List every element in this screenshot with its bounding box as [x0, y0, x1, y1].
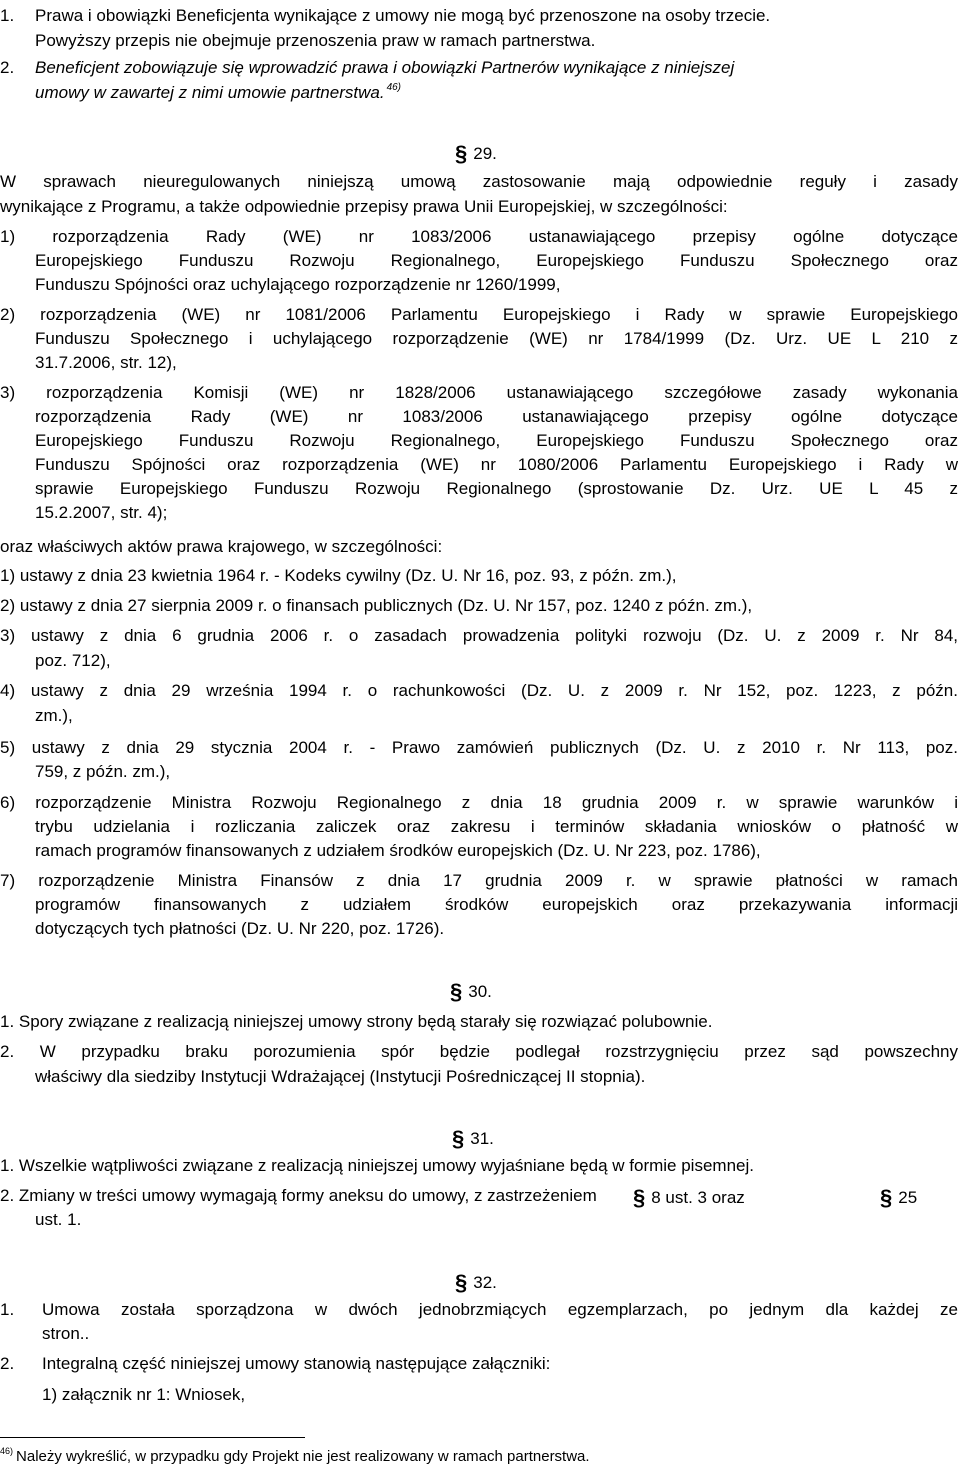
- section-reference: [880, 1185, 917, 1209]
- item-number: 2.: [0, 58, 15, 77]
- list-item: ramach programów finansowanych z udziałem środków europejskich (Dz. U. Nr 223, poz. 1786),: [35, 841, 761, 860]
- list-item: 7) rozporządzenie Ministra Finansów z dnia 17 grudnia 2009 r. w sprawie płatności w ramach: [0, 871, 958, 890]
- list-item: 2) ustawy z dnia 27 sierpnia 2009 r. o finansach publicznych (Dz. U. Nr 157, poz. 1240 z późn. zm.),: [0, 596, 753, 615]
- list-item: 31.7.2006, str. 12),: [35, 353, 177, 372]
- list-item: 2. W przypadku braku porozumienia spór będzie podlegał rozstrzygnięciu przez sąd powszechny: [0, 1042, 958, 1061]
- list-item: 5) ustawy z dnia 29 stycznia 2004 r. - Prawo zamówień publicznych (Dz. U. z 2010 r. Nr 113, poz.: [0, 738, 958, 757]
- list-item: 6) rozporządzenie Ministra Rozwoju Regionalnego z dnia 18 grudnia 2009 r. w sprawie warunków i: [0, 793, 958, 812]
- footnote-divider: [0, 1437, 305, 1438]
- section-symbol-icon: §: [633, 1185, 646, 1210]
- list-item: sprawie Europejskiego Funduszu Rozwoju Regionalnego (sprostowanie Dz. Urz. UE L 45 z: [35, 479, 958, 498]
- list-item: 759, z późn. zm.),: [35, 762, 171, 781]
- item-text: Prawa i obowiązki Beneficjenta wynikające z umowy nie mogą być przenoszone na osoby trzecie.: [35, 6, 771, 25]
- section-number: 29.: [473, 144, 497, 163]
- section-heading: [450, 979, 492, 1003]
- reference-text: 25: [898, 1188, 918, 1207]
- list-item: 1) rozporządzenia Rady (WE) nr 1083/2006 ustanawiającego przepisy ogólne dotyczące: [0, 227, 958, 246]
- list-item: 1. Spory związane z realizacją niniejszej umowy strony będą starały się rozwiązać polubownie.: [0, 1012, 713, 1031]
- item-number: 1.: [0, 6, 15, 25]
- footnote-mark: 46): [0, 1446, 14, 1456]
- list-item: [0, 1185, 597, 1207]
- footnote-ref: 46): [386, 82, 402, 93]
- item-text: [35, 82, 401, 107]
- section-symbol-icon: §: [450, 979, 463, 1004]
- footnote-text: Należy wykreślić, w przypadku gdy Projekt nie jest realizowany w ramach partnerstwa.: [16, 1448, 590, 1465]
- reference-text: 8 ust. 3 oraz: [651, 1188, 745, 1207]
- list-item: 15.2.2007, str. 4);: [35, 503, 168, 522]
- list-item: Europejskiego Funduszu Rozwoju Regionalnego, Europejskiego Funduszu Społecznego oraz: [35, 251, 958, 270]
- section-heading: [455, 141, 497, 165]
- list-item: Umowa została sporządzona w dwóch jednobrzmiących egzemplarzach, po jednym dla każdej ze: [42, 1300, 958, 1319]
- section-number: 31.: [470, 1129, 494, 1148]
- list-item: właściwy dla siedziby Instytucji Wdrażającej (Instytucji Pośredniczącej II stopnia).: [35, 1067, 646, 1086]
- section-number: 30.: [468, 982, 492, 1001]
- list-item: Europejskiego Funduszu Rozwoju Regionalnego, Europejskiego Funduszu Społecznego oraz: [35, 431, 958, 450]
- item-text-part: umowy w zawartej z nimi umowie partnerstwa.: [35, 83, 385, 102]
- list-item: zm.),: [35, 706, 73, 725]
- item-text: Beneficjent zobowiązuje się wprowadzić prawa i obowiązki Partnerów wynikające z niniejszej: [35, 58, 735, 77]
- item-number: 1.: [0, 1300, 15, 1319]
- paragraph-line: oraz właściwych aktów prawa krajowego, w szczególności:: [0, 537, 443, 556]
- section-heading: [452, 1126, 494, 1150]
- list-item: trybu udzielania i rozliczania zaliczek oraz zakresu i terminów składania wniosków o płatność w: [35, 817, 958, 836]
- paragraph-line: wynikające z Programu, a także odpowiednie przepisy prawa Unii Europejskiej, w szczególności:: [0, 197, 728, 216]
- list-item: rozporządzenia Rady (WE) nr 1083/2006 ustanawiającego przepisy ogólne dotyczące: [35, 407, 958, 426]
- list-item: poz. 712),: [35, 651, 111, 670]
- section-symbol-icon: §: [880, 1185, 893, 1210]
- section-reference: [633, 1185, 745, 1209]
- list-item: Funduszu Spójności oraz rozporządzenia (WE) nr 1080/2006 Parlamentu Europejskiego i Rady w: [35, 455, 958, 474]
- list-item: 1. Wszelkie wątpliwości związane z realizacją niniejszej umowy wyjaśniane będą w formie pisemnej.: [0, 1156, 754, 1175]
- list-item: 4) ustawy z dnia 29 września 1994 r. o rachunkowości (Dz. U. z 2009 r. Nr 152, poz. 1223, z późn.: [0, 681, 958, 700]
- list-item: Funduszu Społecznego i uchylającego rozporządzenie (WE) nr 1784/1999 (Dz. Urz. UE L 210 z: [35, 329, 958, 348]
- list-item: 3) rozporządzenia Komisji (WE) nr 1828/2006 ustanawiającego szczegółowe zasady wykonania: [0, 383, 958, 402]
- section-symbol-icon: §: [452, 1126, 465, 1151]
- list-item: Integralną część niniejszej umowy stanowią następujące załączniki:: [42, 1354, 551, 1373]
- section-heading: [455, 1270, 497, 1294]
- list-item: dotyczących tych płatności (Dz. U. Nr 220, poz. 1726).: [35, 919, 445, 938]
- list-item: stron..: [42, 1324, 90, 1343]
- list-item: Funduszu Spójności oraz uchylającego rozporządzenie nr 1260/1999,: [35, 275, 561, 294]
- footnote: [0, 1447, 590, 1468]
- section-symbol-icon: §: [455, 1270, 468, 1295]
- list-item: 3) ustawy z dnia 6 grudnia 2006 r. o zasadach prowadzenia polityki rozwoju (Dz. U. z 2009 r. Nr 84,: [0, 626, 958, 645]
- list-item: 1) ustawy z dnia 23 kwietnia 1964 r. - Kodeks cywilny (Dz. U. Nr 16, poz. 93, z późn. zm.),: [0, 566, 677, 585]
- list-item: 2) rozporządzenia (WE) nr 1081/2006 Parlamentu Europejskiego i Rady w sprawie Europejskiego: [0, 305, 958, 324]
- paragraph-line: W sprawach nieuregulowanych niniejszą umową zastosowanie mają odpowiednie reguły i zasady: [0, 172, 958, 191]
- section-number: 32.: [473, 1273, 497, 1292]
- list-item: programów finansowanych z udziałem środków europejskich oraz przekazywania informacji: [35, 895, 958, 914]
- list-item: 1) załącznik nr 1: Wniosek,: [42, 1385, 246, 1404]
- item-text: Powyższy przepis nie obejmuje przenoszenia praw w ramach partnerstwa.: [35, 31, 596, 50]
- list-item: ust. 1.: [35, 1210, 82, 1229]
- item-number: 2.: [0, 1354, 15, 1373]
- list-item-text: 2. Zmiany w treści umowy wymagają formy aneksu do umowy, z zastrzeżeniem: [0, 1186, 597, 1205]
- section-symbol-icon: §: [455, 141, 468, 166]
